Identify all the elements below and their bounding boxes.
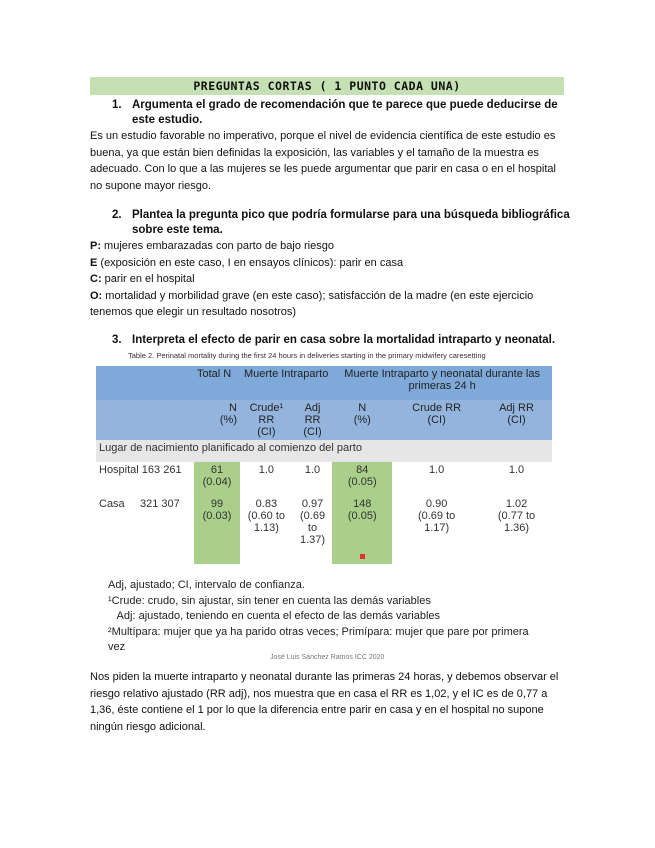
answer-3: Nos piden la muerte intraparto y neonatal durante las primeras 24 horas, y debemos observar el riesgo relativo ajustado (RR adj), nos muestra que en casa el RR es 1,02, y el IC es de 0,77 a 1,36, éste contiene el 1 por lo que la diferencia entre parir en casa y en el hospital no supone ningún riesgo adicional. — [90, 671, 559, 733]
cell-adj2: 1.0 — [508, 464, 525, 476]
pico-list — [90, 238, 560, 321]
sub-adj1: Adj RR (CI) — [303, 402, 322, 438]
pico-o: O: mortalidad y morbilidad grave (en este caso); satisfacción de la madre (en este ejercicio tenemos que elegir un resultado nosotros) — [90, 289, 534, 318]
cell-crude1: 0.83 (0.60 to 1.13) — [247, 498, 286, 534]
cell-n1: 61 (0.04) — [194, 462, 240, 496]
pico-c: C: parir en el hospital — [90, 273, 195, 285]
note-line: Adj, ajustado; CI, intervalo de confianza. — [108, 579, 305, 591]
cell-n2: 148 (0.05) — [332, 496, 392, 548]
green-spacer — [194, 548, 240, 564]
cell-n1: 99 (0.03) — [194, 496, 240, 548]
cell-adj1: 1.0 — [304, 464, 321, 476]
question-3-number: 3. — [112, 334, 122, 346]
table-notes — [108, 578, 548, 656]
header-intraparto: Muerte Intraparto — [243, 368, 329, 380]
cell-n2: 84 (0.05) — [332, 462, 392, 496]
section-banner: PREGUNTAS CORTAS ( 1 PUNTO CADA UNA) — [90, 77, 564, 95]
sub-adj2: Adj RR (CI) — [499, 402, 534, 426]
cell-adj2: 1.02 (0.77 to 1.36) — [497, 498, 536, 534]
table-row — [96, 462, 552, 496]
pico-e: E (exposición en este caso, I en ensayos clínicos): parir en casa — [90, 256, 404, 269]
sub-crude1: Crude¹ RR (CI) — [249, 402, 284, 438]
question-2-number: 2. — [112, 209, 122, 221]
sub-n2: N (%) — [353, 402, 371, 426]
note-line: ¹Crude: crudo, sin ajustar, sin tener en cuenta las demás variables — [108, 594, 431, 607]
header-total: Total N — [197, 368, 232, 380]
green-spacer-marker — [332, 548, 392, 564]
pico-p: P: mujeres embarazadas con parto de bajo riesgo — [90, 240, 334, 252]
cell-crude2: 0.90 (0.69 to 1.17) — [417, 498, 456, 534]
credit: José Luis Sánchez Ramos ICC 2020 — [270, 654, 385, 661]
cell-crude2: 1.0 — [428, 464, 445, 476]
header-neonatal: Muerte Intraparto y neonatal durante las primeras 24 h — [344, 368, 540, 392]
table-caption: Table 2. Perinatal mortality during the first 24 hours in deliveries starting in the primary midwifery caresetting — [128, 351, 486, 360]
section-row: Lugar de nacimiento planificado al comienzo del parto — [99, 442, 362, 454]
row-label: Casa 321 307 — [99, 498, 180, 510]
note-line: ²Multípara: mujer que ya ha parido otras veces; Primípara: mujer que pare por primera vez — [108, 625, 529, 653]
cell-adj1: 0.97 (0.69 to 1.37) — [299, 498, 326, 546]
answer-1: Es un estudio favorable no imperativo, porque el nivel de evidencia científica de este estudio es buena, ya que están bien definidas la exposición, las variables y el tamaño de la muestra es adecuado. Con lo que a las mujeres se les puede argumentar que parir en casa o en el hospital no supone mayor riesgo. — [90, 130, 556, 192]
question-3-text: Interpreta el efecto de parir en casa sobre la mortalidad intraparto y neonatal. — [132, 334, 556, 346]
mortality-table — [96, 366, 552, 564]
question-1-text: Argumenta el grado de recomendación que te parece que puede deducirse de este estudio. — [132, 99, 558, 126]
note-line: Adj: ajustado, teniendo en cuenta el efecto de las demás variables — [108, 610, 441, 622]
sub-crude2: Crude RR (CI) — [412, 402, 462, 426]
red-dot-icon — [360, 554, 365, 559]
table-row — [96, 496, 552, 548]
sub-n1: N (%) — [219, 402, 237, 426]
cell-crude1: 1.0 — [258, 464, 275, 476]
question-2-text: Plantea la pregunta pico que podría formularse para una búsqueda bibliográfica sobre este tema. — [132, 209, 570, 236]
question-1-number: 1. — [112, 99, 122, 111]
row-label: Hospital 163 261 — [99, 464, 182, 476]
